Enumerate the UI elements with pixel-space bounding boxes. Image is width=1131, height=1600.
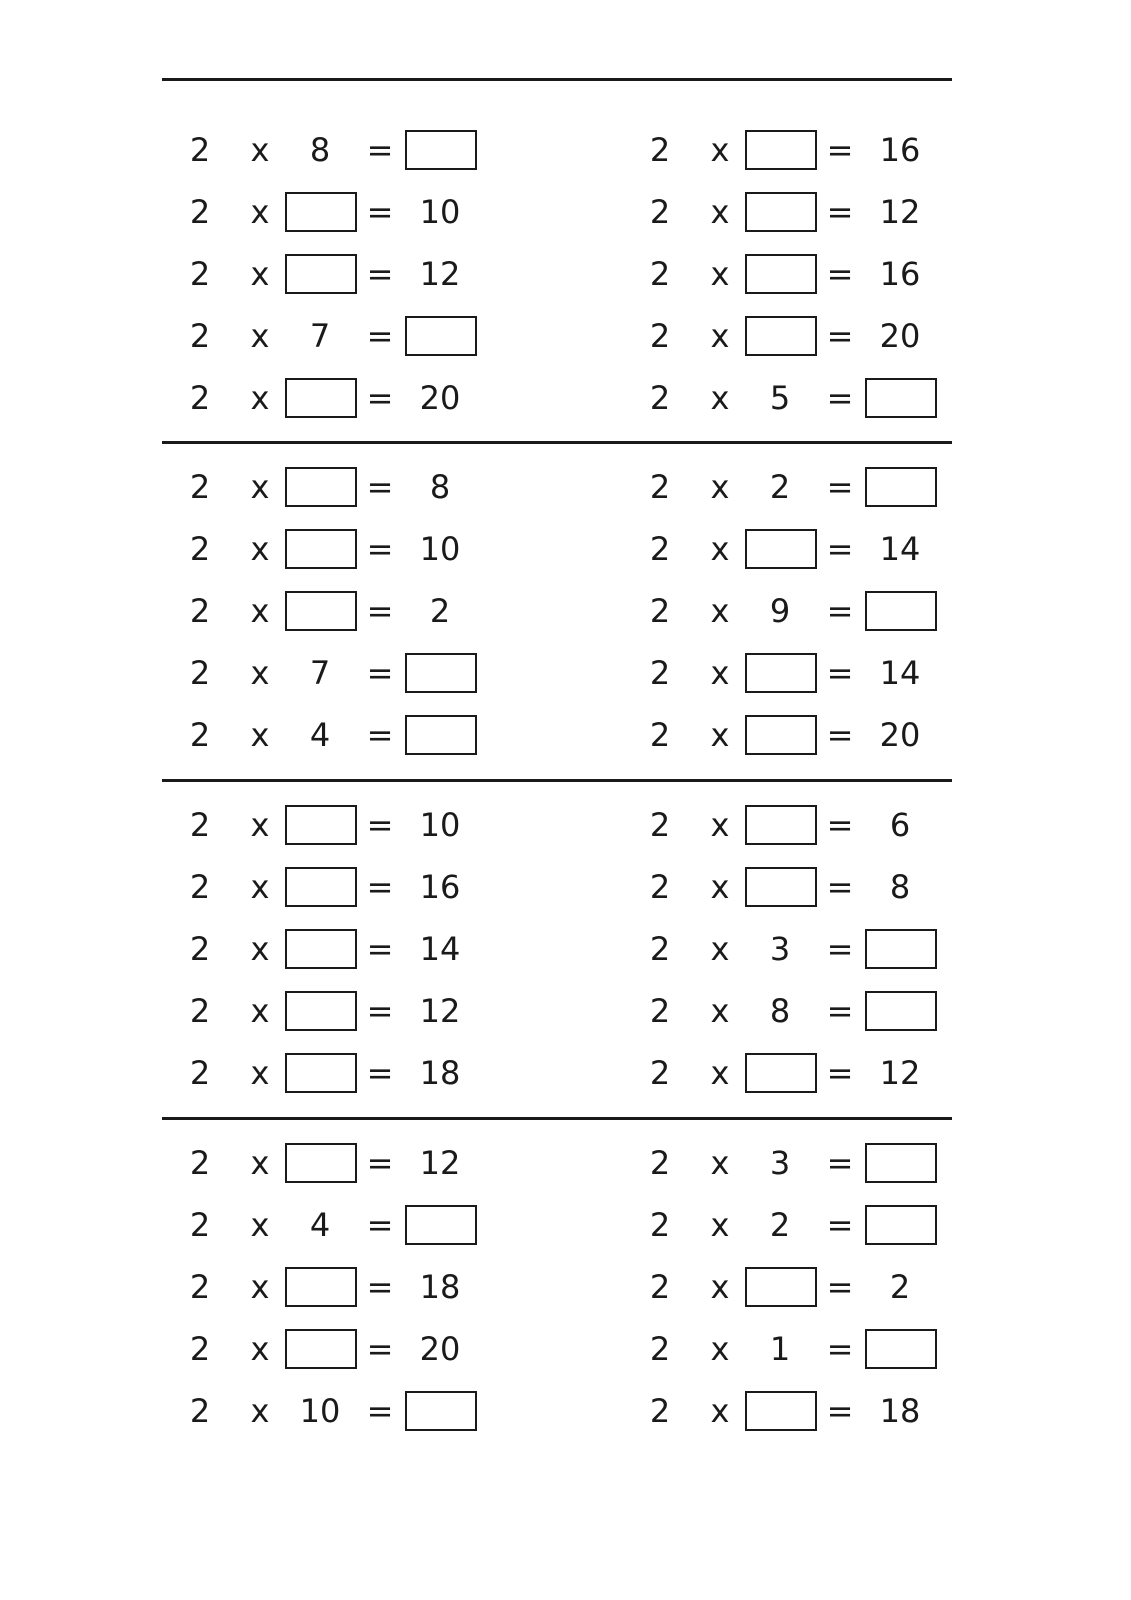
factor-a: 2 xyxy=(189,592,211,630)
product: 16 xyxy=(879,255,921,293)
factor-a: 2 xyxy=(649,1206,671,1244)
times-sign: x xyxy=(250,930,270,968)
factor-a: 2 xyxy=(189,1392,211,1430)
equals-sign: = xyxy=(826,930,854,968)
answer-box[interactable] xyxy=(865,1143,937,1183)
times-sign: x xyxy=(710,379,730,417)
equals-sign: = xyxy=(366,468,394,506)
times-sign: x xyxy=(710,1054,730,1092)
factor-a: 2 xyxy=(189,317,211,355)
factor-a: 2 xyxy=(189,868,211,906)
factor-a: 2 xyxy=(649,806,671,844)
answer-box[interactable] xyxy=(865,467,937,507)
product: 12 xyxy=(419,1144,461,1182)
factor-b: 2 xyxy=(769,468,791,506)
factor-b: 8 xyxy=(309,131,331,169)
equals-sign: = xyxy=(366,868,394,906)
product: 20 xyxy=(419,379,461,417)
answer-box[interactable] xyxy=(865,929,937,969)
product: 6 xyxy=(889,806,911,844)
product: 8 xyxy=(429,468,451,506)
answer-box[interactable] xyxy=(405,1205,477,1245)
times-sign: x xyxy=(250,592,270,630)
equals-sign: = xyxy=(826,530,854,568)
factor-a: 2 xyxy=(189,193,211,231)
times-sign: x xyxy=(710,868,730,906)
product: 20 xyxy=(879,317,921,355)
equals-sign: = xyxy=(366,1268,394,1306)
section-divider xyxy=(162,441,952,444)
section-divider xyxy=(162,1117,952,1120)
factor-a: 2 xyxy=(649,992,671,1030)
equals-sign: = xyxy=(826,317,854,355)
product: 14 xyxy=(879,530,921,568)
equals-sign: = xyxy=(366,654,394,692)
factor-a: 2 xyxy=(649,530,671,568)
times-sign: x xyxy=(710,1392,730,1430)
factor-a: 2 xyxy=(189,654,211,692)
factor-a: 2 xyxy=(189,1206,211,1244)
answer-box[interactable] xyxy=(865,378,937,418)
factor-a: 2 xyxy=(189,530,211,568)
times-sign: x xyxy=(710,530,730,568)
factor-b: 5 xyxy=(769,379,791,417)
equals-sign: = xyxy=(826,592,854,630)
times-sign: x xyxy=(710,131,730,169)
times-sign: x xyxy=(250,806,270,844)
product: 18 xyxy=(879,1392,921,1430)
times-sign: x xyxy=(250,1330,270,1368)
times-sign: x xyxy=(710,716,730,754)
answer-box[interactable] xyxy=(405,653,477,693)
equals-sign: = xyxy=(826,716,854,754)
factor-a: 2 xyxy=(649,1330,671,1368)
equals-sign: = xyxy=(366,806,394,844)
times-sign: x xyxy=(250,193,270,231)
equals-sign: = xyxy=(826,654,854,692)
times-sign: x xyxy=(250,1054,270,1092)
factor-a: 2 xyxy=(649,654,671,692)
answer-box[interactable] xyxy=(405,715,477,755)
times-sign: x xyxy=(250,317,270,355)
factor-a: 2 xyxy=(189,131,211,169)
factor-a: 2 xyxy=(649,1054,671,1092)
equals-sign: = xyxy=(826,193,854,231)
equals-sign: = xyxy=(826,992,854,1030)
equals-sign: = xyxy=(366,1054,394,1092)
answer-box[interactable] xyxy=(865,1205,937,1245)
answer-box[interactable] xyxy=(865,1329,937,1369)
equals-sign: = xyxy=(366,317,394,355)
equals-sign: = xyxy=(366,530,394,568)
factor-b: 9 xyxy=(769,592,791,630)
times-sign: x xyxy=(250,131,270,169)
section-divider xyxy=(162,779,952,782)
times-sign: x xyxy=(710,654,730,692)
product: 12 xyxy=(419,255,461,293)
factor-a: 2 xyxy=(649,193,671,231)
times-sign: x xyxy=(250,379,270,417)
factor-a: 2 xyxy=(649,868,671,906)
equals-sign: = xyxy=(826,806,854,844)
factor-b: 4 xyxy=(309,716,331,754)
factor-a: 2 xyxy=(649,1392,671,1430)
equals-sign: = xyxy=(366,592,394,630)
factor-a: 2 xyxy=(189,379,211,417)
factor-b: 2 xyxy=(769,1206,791,1244)
factor-a: 2 xyxy=(649,379,671,417)
times-sign: x xyxy=(710,806,730,844)
product: 12 xyxy=(879,193,921,231)
answer-box[interactable] xyxy=(405,316,477,356)
factor-a: 2 xyxy=(649,468,671,506)
factor-a: 2 xyxy=(189,992,211,1030)
factor-a: 2 xyxy=(189,255,211,293)
factor-a: 2 xyxy=(649,1268,671,1306)
product: 8 xyxy=(889,868,911,906)
equals-sign: = xyxy=(826,1330,854,1368)
product: 18 xyxy=(419,1054,461,1092)
times-sign: x xyxy=(250,716,270,754)
times-sign: x xyxy=(250,1144,270,1182)
answer-box[interactable] xyxy=(405,1391,477,1431)
factor-b: 10 xyxy=(299,1392,341,1430)
equals-sign: = xyxy=(366,992,394,1030)
factor-b: 3 xyxy=(769,930,791,968)
answer-box[interactable] xyxy=(865,591,937,631)
times-sign: x xyxy=(710,468,730,506)
answer-box[interactable] xyxy=(865,991,937,1031)
factor-a: 2 xyxy=(649,716,671,754)
equals-sign: = xyxy=(826,1392,854,1430)
factor-a: 2 xyxy=(189,468,211,506)
factor-a: 2 xyxy=(189,1144,211,1182)
equals-sign: = xyxy=(826,1054,854,1092)
equals-sign: = xyxy=(366,255,394,293)
equals-sign: = xyxy=(366,1144,394,1182)
product: 16 xyxy=(419,868,461,906)
factor-b: 7 xyxy=(309,317,331,355)
times-sign: x xyxy=(710,1330,730,1368)
times-sign: x xyxy=(250,1206,270,1244)
factor-b: 1 xyxy=(769,1330,791,1368)
equals-sign: = xyxy=(366,131,394,169)
product: 10 xyxy=(419,806,461,844)
times-sign: x xyxy=(710,1206,730,1244)
factor-a: 2 xyxy=(189,1054,211,1092)
equals-sign: = xyxy=(826,1206,854,1244)
times-sign: x xyxy=(250,992,270,1030)
factor-a: 2 xyxy=(189,930,211,968)
times-sign: x xyxy=(710,592,730,630)
product: 2 xyxy=(889,1268,911,1306)
factor-b: 3 xyxy=(769,1144,791,1182)
factor-a: 2 xyxy=(189,1330,211,1368)
times-sign: x xyxy=(710,1144,730,1182)
times-sign: x xyxy=(250,1268,270,1306)
equals-sign: = xyxy=(366,193,394,231)
product: 12 xyxy=(419,992,461,1030)
times-sign: x xyxy=(710,1268,730,1306)
factor-a: 2 xyxy=(649,1144,671,1182)
factor-a: 2 xyxy=(649,131,671,169)
times-sign: x xyxy=(710,193,730,231)
equals-sign: = xyxy=(366,1206,394,1244)
factor-b: 8 xyxy=(769,992,791,1030)
times-sign: x xyxy=(710,317,730,355)
product: 20 xyxy=(419,1330,461,1368)
section-divider xyxy=(162,78,952,81)
equals-sign: = xyxy=(366,1392,394,1430)
times-sign: x xyxy=(710,255,730,293)
answer-box[interactable] xyxy=(405,130,477,170)
factor-a: 2 xyxy=(189,716,211,754)
equals-sign: = xyxy=(826,1144,854,1182)
equals-sign: = xyxy=(826,379,854,417)
equals-sign: = xyxy=(366,379,394,417)
product: 2 xyxy=(429,592,451,630)
product: 18 xyxy=(419,1268,461,1306)
factor-a: 2 xyxy=(189,1268,211,1306)
product: 14 xyxy=(419,930,461,968)
factor-a: 2 xyxy=(649,317,671,355)
equals-sign: = xyxy=(826,131,854,169)
product: 14 xyxy=(879,654,921,692)
factor-a: 2 xyxy=(649,255,671,293)
times-sign: x xyxy=(250,868,270,906)
times-sign: x xyxy=(250,468,270,506)
equals-sign: = xyxy=(366,1330,394,1368)
factor-b: 7 xyxy=(309,654,331,692)
times-sign: x xyxy=(250,530,270,568)
equals-sign: = xyxy=(826,468,854,506)
factor-a: 2 xyxy=(649,592,671,630)
product: 12 xyxy=(879,1054,921,1092)
product: 10 xyxy=(419,193,461,231)
product: 20 xyxy=(879,716,921,754)
factor-b: 4 xyxy=(309,1206,331,1244)
equals-sign: = xyxy=(826,868,854,906)
equals-sign: = xyxy=(826,255,854,293)
times-sign: x xyxy=(250,255,270,293)
factor-a: 2 xyxy=(189,806,211,844)
times-sign: x xyxy=(250,1392,270,1430)
factor-a: 2 xyxy=(649,930,671,968)
equals-sign: = xyxy=(366,716,394,754)
times-sign: x xyxy=(250,654,270,692)
times-sign: x xyxy=(710,930,730,968)
times-sign: x xyxy=(710,992,730,1030)
product: 16 xyxy=(879,131,921,169)
equals-sign: = xyxy=(826,1268,854,1306)
equals-sign: = xyxy=(366,930,394,968)
product: 10 xyxy=(419,530,461,568)
